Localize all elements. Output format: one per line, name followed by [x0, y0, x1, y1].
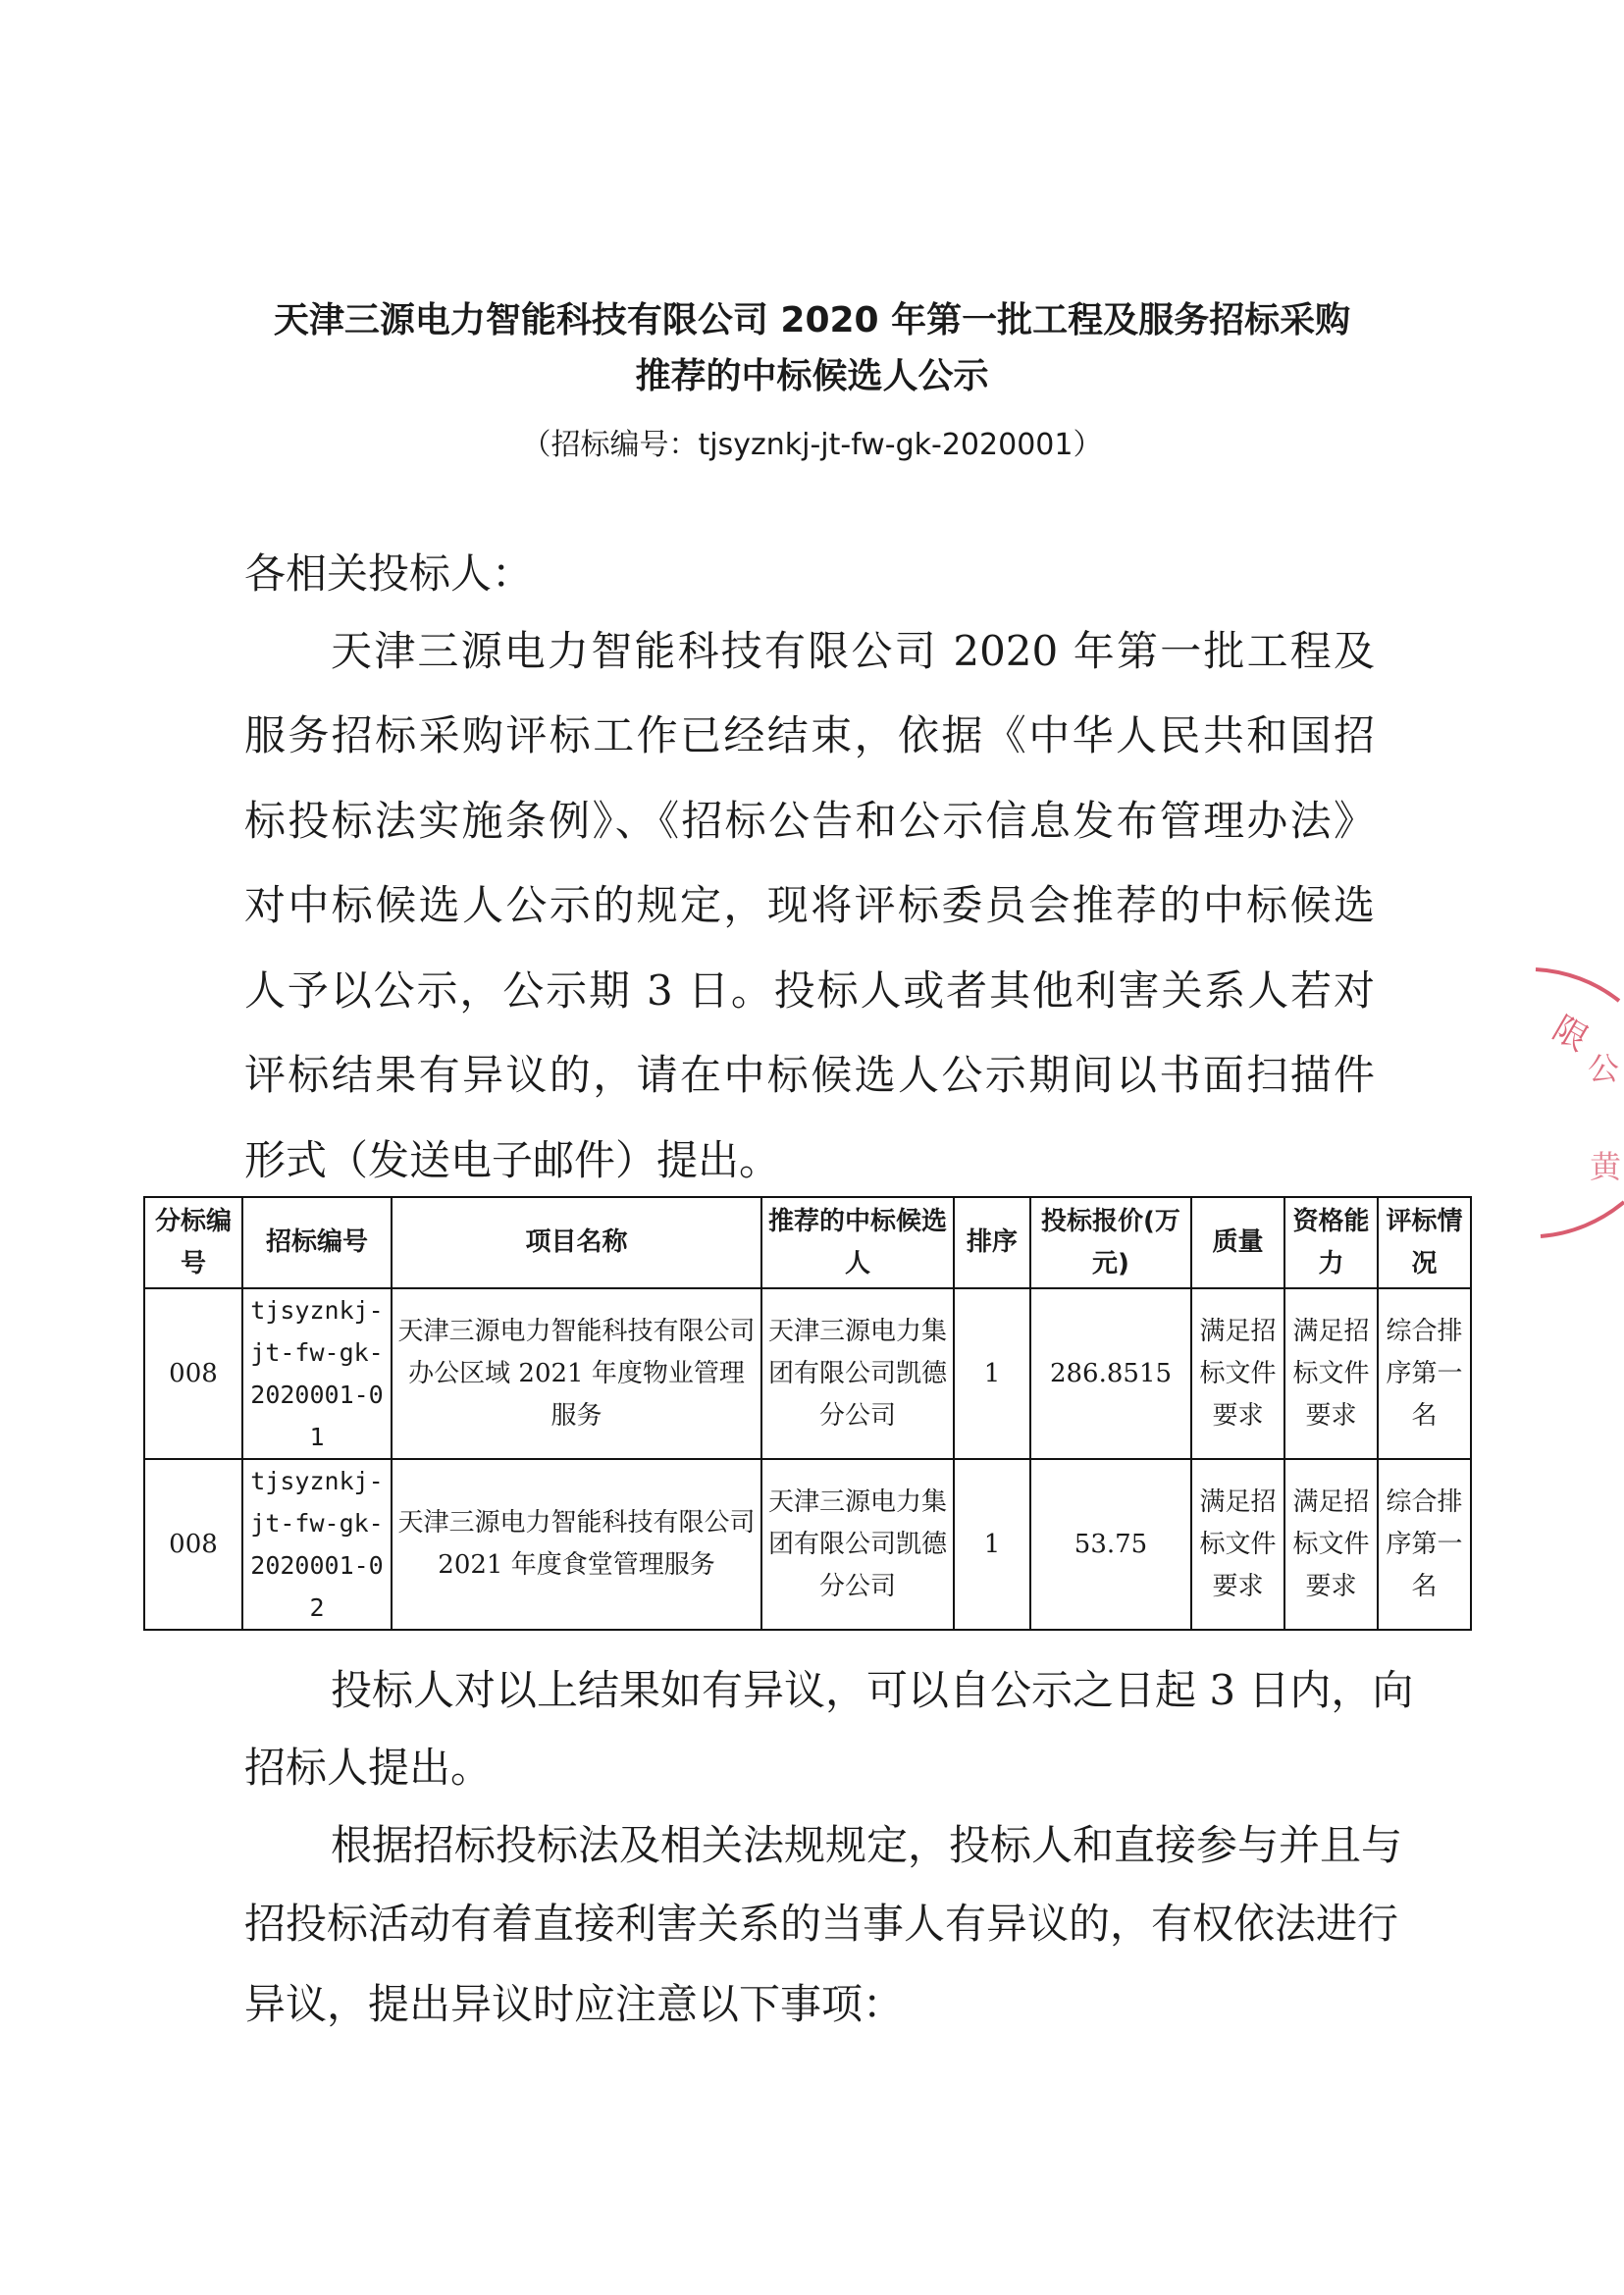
- candidate-table: [143, 1196, 1472, 1631]
- body-line: 异议，提出异议时应注意以下事项：: [244, 1980, 905, 2028]
- svg-text:黄: 黄: [1590, 1148, 1622, 1185]
- body-line: 招投标活动有着直接利害关系的当事人有异议的，有权依法进行: [244, 1900, 1399, 1948]
- body-line: 天津三源电力智能科技有限公司 2020 年第一批工程及: [331, 627, 1375, 675]
- cell-evaluation: 综合排序第一名: [1378, 1459, 1471, 1630]
- cell-rank: 1: [954, 1459, 1030, 1630]
- header-lot-no: 分标编号: [144, 1197, 242, 1288]
- tender-number: （招标编号：tjsyznkj-jt-fw-gk-2020001）: [521, 428, 1103, 462]
- body-line: 标投标法实施条例》、《招标公告和公示信息发布管理办法》: [244, 797, 1375, 845]
- body-line: 根据招标投标法及相关法规规定，投标人和直接参与并且与: [331, 1821, 1403, 1869]
- body-line: 招标人提出。: [244, 1744, 493, 1792]
- cell-tender-no: tjsyznkj-jt-fw-gk-2020001-01: [242, 1288, 392, 1459]
- table-row: [144, 1459, 1471, 1630]
- cell-evaluation: 综合排序第一名: [1378, 1288, 1471, 1459]
- cell-candidate: 天津三源电力集团有限公司凯德分公司: [761, 1288, 954, 1459]
- table-header-row: [144, 1197, 1471, 1288]
- cell-qualification: 满足招标文件要求: [1284, 1288, 1378, 1459]
- cell-bid-price: 53.75: [1030, 1459, 1191, 1630]
- body-line: 对中标候选人公示的规定，现将评标委员会推荐的中标候选: [244, 881, 1375, 929]
- cell-bid-price: 286.8515: [1030, 1288, 1191, 1459]
- header-bid-price: 投标报价(万元): [1030, 1197, 1191, 1288]
- header-evaluation: 评标情况: [1378, 1197, 1471, 1288]
- header-quality: 质量: [1191, 1197, 1284, 1288]
- cell-candidate: 天津三源电力集团有限公司凯德分公司: [761, 1459, 954, 1630]
- body-line: 人予以公示，公示期 3 日。投标人或者其他利害关系人若对: [244, 966, 1375, 1015]
- svg-text:公: 公: [1588, 1050, 1620, 1087]
- body-line: 评标结果有异议的，请在中标候选人公示期间以书面扫描件: [244, 1051, 1375, 1099]
- cell-lot-no: 008: [144, 1459, 242, 1630]
- svg-text:限: 限: [1545, 1009, 1595, 1060]
- cell-tender-no: tjsyznkj-jt-fw-gk-2020001-02: [242, 1459, 392, 1630]
- salutation: 各相关投标人：: [244, 549, 534, 598]
- cell-quality: 满足招标文件要求: [1191, 1459, 1284, 1630]
- body-line: 形式（发送电子邮件）提出。: [244, 1136, 781, 1184]
- table-row: [144, 1288, 1471, 1459]
- body-line: 服务招标采购评标工作已经结束，依据《中华人民共和国招: [244, 711, 1375, 759]
- header-tender-no: 招标编号: [242, 1197, 392, 1288]
- cell-rank: 1: [954, 1288, 1030, 1459]
- header-qualification: 资格能力: [1284, 1197, 1378, 1288]
- body-line: 投标人对以上结果如有异议，可以自公示之日起 3 日内，向: [331, 1666, 1414, 1714]
- cell-lot-no: 008: [144, 1288, 242, 1459]
- header-rank: 排序: [954, 1197, 1030, 1288]
- document-title-line1: 天津三源电力智能科技有限公司 2020 年第一批工程及服务招标采购: [273, 300, 1351, 340]
- cell-project-name: 天津三源电力智能科技有限公司 2021 年度食堂管理服务: [392, 1459, 761, 1630]
- cell-quality: 满足招标文件要求: [1191, 1288, 1284, 1459]
- header-project-name: 项目名称: [392, 1197, 761, 1288]
- document-title-line2: 推荐的中标候选人公示: [635, 356, 989, 396]
- header-candidate: 推荐的中标候选人: [761, 1197, 954, 1288]
- cell-project-name: 天津三源电力智能科技有限公司办公区域 2021 年度物业管理服务: [392, 1288, 761, 1459]
- cell-qualification: 满足招标文件要求: [1284, 1459, 1378, 1630]
- company-seal-stamp: [1511, 942, 1624, 1256]
